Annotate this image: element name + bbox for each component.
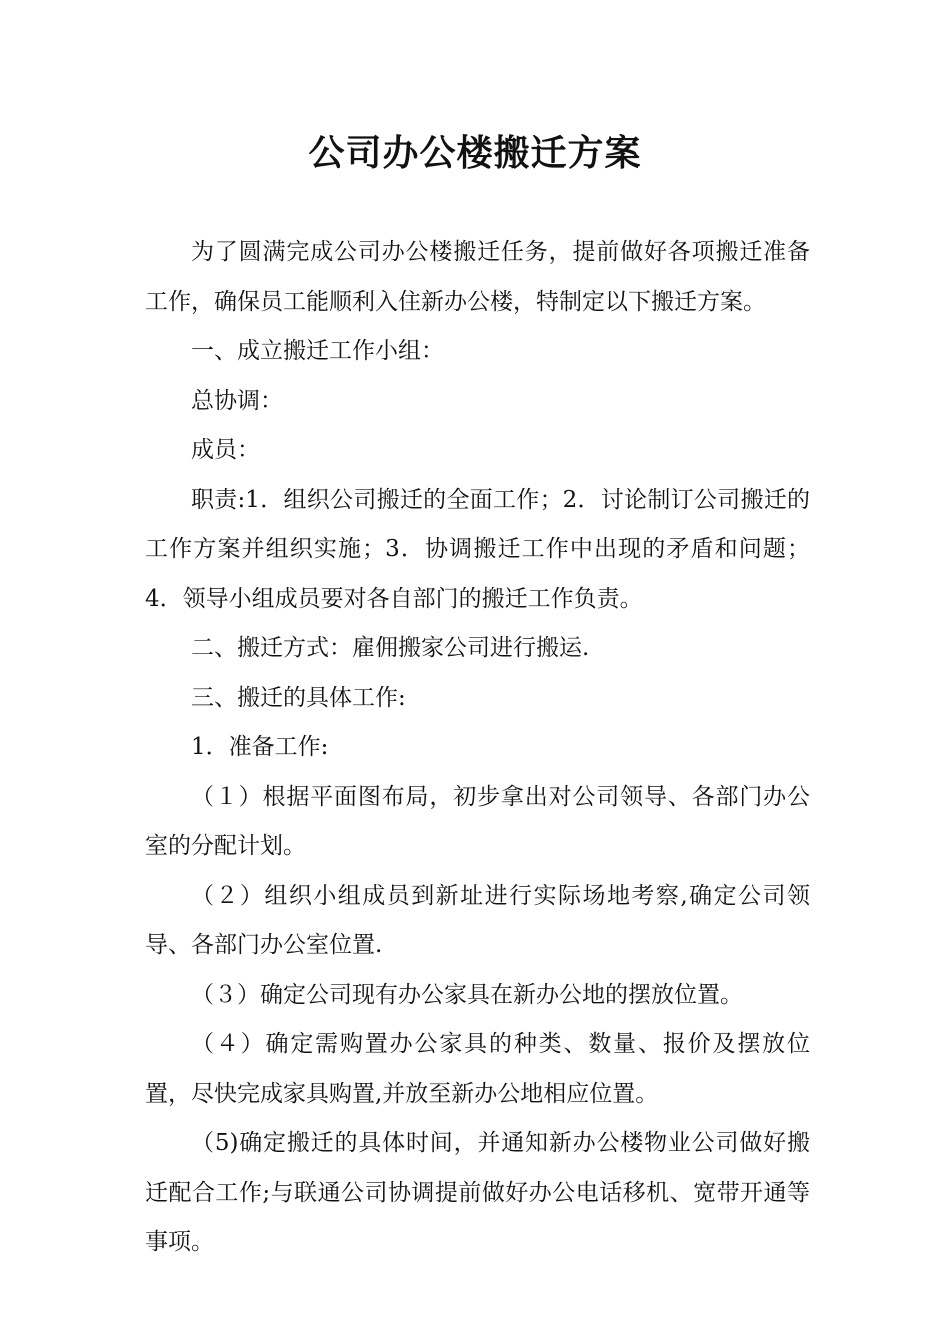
section-heading-tasks: 三、搬迁的具体工作: xyxy=(191,684,406,711)
paragraph-members: 成员： xyxy=(191,437,260,463)
paragraph-coordinator: 总协调： xyxy=(191,387,283,414)
document-body xyxy=(145,228,810,1268)
list-item: （１）根据平面图布局，初步拿出对公司领导、各部门办公室的分配计划。 xyxy=(145,783,810,859)
paragraph-intro: 为了圆满完成公司办公楼搬迁任务，提前做好各项搬迁准备工作，确保员工能顺利入住新办公楼，特制定以下搬迁方案。 xyxy=(145,239,810,315)
section-heading-team: 一、成立搬迁工作小组： xyxy=(191,338,444,364)
list-item: （３）确定公司现有办公家具在新办公地的摆放位置。 xyxy=(191,981,743,1008)
section-heading-method: 二、搬迁方式：雇佣搬家公司进行搬运. xyxy=(191,635,590,661)
paragraph-duties: 职责:1．组织公司搬迁的全面工作；2．讨论制订公司搬迁的工作方案并组织实施；3．协调搬迁工作中出现的矛盾和问题；4．领导小组成员要对各自部门的搬迁工作负责。 xyxy=(145,486,810,612)
list-item: （４）确定需购置办公家具的种类、数量、报价及摆放位置，尽快完成家具购置,并放至新办公地相应位置。 xyxy=(145,1031,810,1107)
list-item: （5)确定搬迁的具体时间，并通知新办公楼物业公司做好搬迁配合工作;与联通公司协调提前做好办公电话移机、宽带开通等事项。 xyxy=(145,1130,810,1255)
list-item: （２）组织小组成员到新址进行实际场地考察,确定公司领导、各部门办公室位置. xyxy=(145,882,810,958)
subsection-heading-preparation: 1．准备工作: xyxy=(191,734,329,760)
document-title: 公司办公楼搬迁方案 xyxy=(308,132,642,174)
